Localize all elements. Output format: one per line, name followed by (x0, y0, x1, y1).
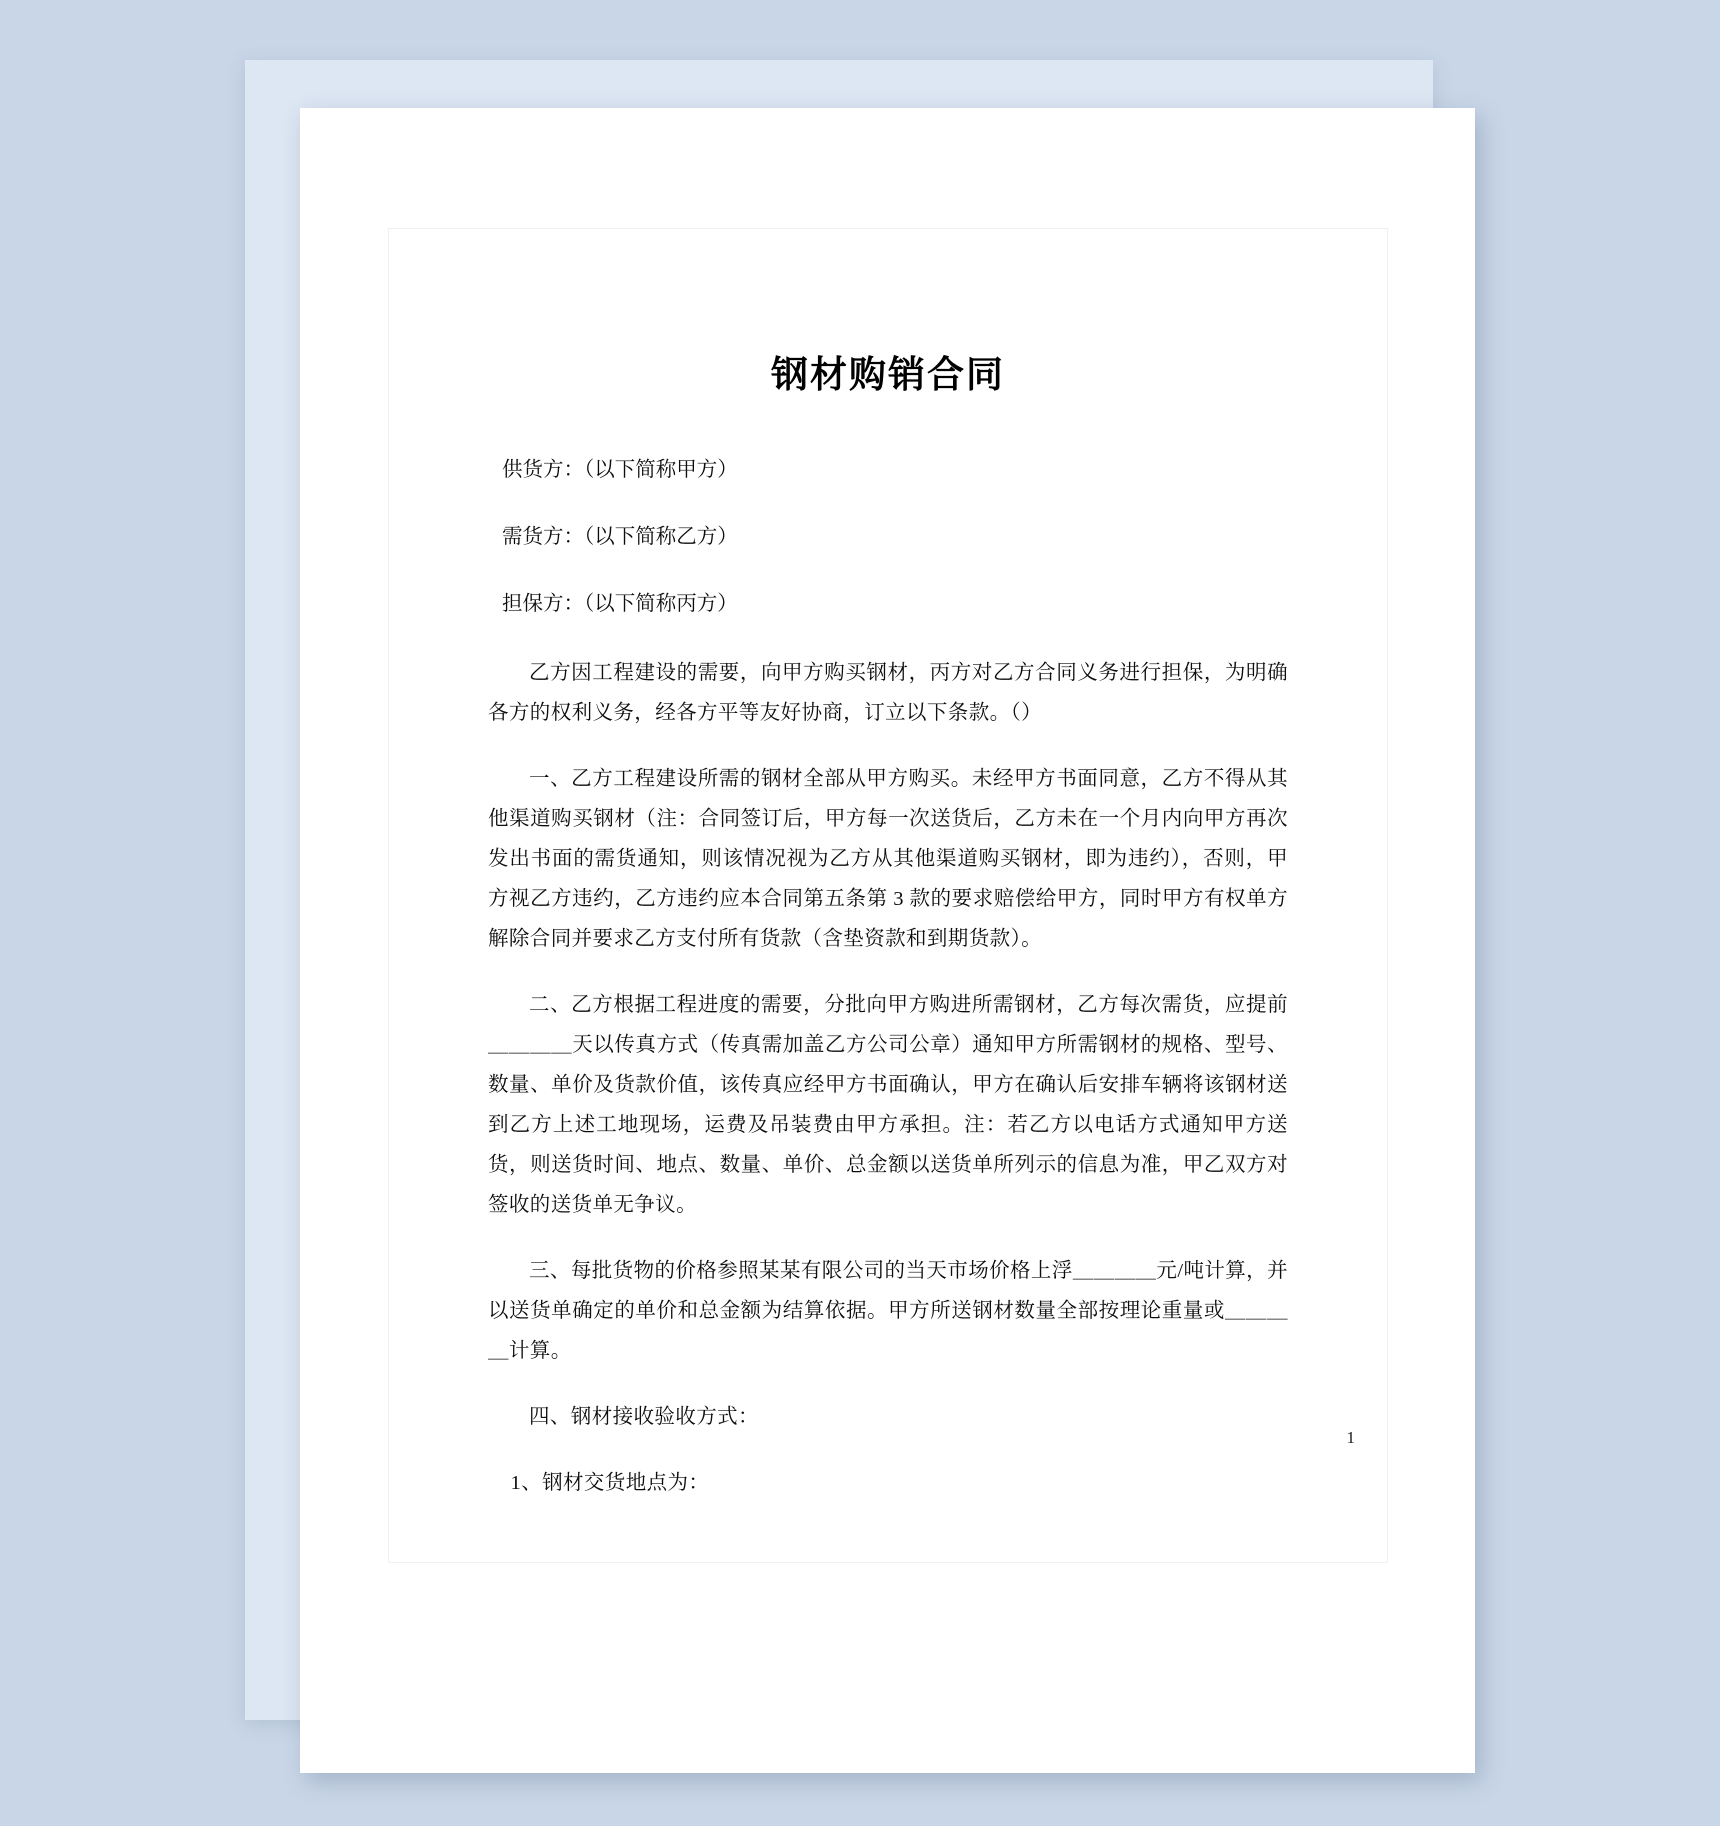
document-body (488, 344, 1288, 1530)
document-page (300, 108, 1475, 1773)
party-line-buyer: 需货方：（以下简称乙方） (502, 525, 738, 548)
party-line-supplier: 供货方：（以下简称甲方） (502, 459, 738, 481)
clause-3: 三、每批货物的价格参照某某有限公司的当天市场价格上浮＿＿＿＿元/吨计算，并以送货单确定的单价和总金额为结算依据。甲方所送钢材数量全部按理论重量或＿＿＿＿计算。 (488, 1259, 1288, 1362)
clause-4: 四、钢材接收验收方式： (529, 1405, 759, 1428)
preamble-paragraph: 乙方因工程建设的需要，向甲方购买钢材，丙方对乙方合同义务进行担保，为明确各方的权利义务，经各方平等友好协商，订立以下条款。（） (488, 662, 1288, 725)
clause-1: 一、乙方工程建设所需的钢材全部从甲方购买。未经甲方书面同意，乙方不得从其他渠道购买钢材（注：合同签订后，甲方每一次送货后，乙方未在一个月内向甲方再次发出书面的需货通知，则该情况视为乙方从其他渠道购买钢材，即为违约），否则，甲方视乙方违约，乙方违约应本合同第五条第 3 款的要求赔偿给甲方，同时甲方有权单方解除合同并要求乙方支付所有货款（含垫资款和到期货款）。 (488, 768, 1288, 951)
page-number: 1 (1346, 1428, 1355, 1447)
party-line-guarantor: 担保方：（以下简称丙方） (502, 592, 738, 615)
sub-item-1: 1、钢材交货地点为： (510, 1471, 710, 1494)
clause-2: 二、乙方根据工程进度的需要，分批向甲方购进所需钢材，乙方每次需货，应提前＿＿＿＿天以传真方式（传真需加盖乙方公司公章）通知甲方所需钢材的规格、型号、数量、单价及货款价值，该传真应经甲方书面确认，甲方在确认后安排车辆将该钢材送到乙方上述工地现场，运费及吊装费由甲方承担。注：若乙方以电话方式通知甲方送货，则送货时间、地点、数量、单价、总金额以送货单所列示的信息为准，甲乙双方对签收的送货单无争议。 (488, 994, 1288, 1217)
page-title: 钢材购销合同 (771, 353, 1005, 396)
